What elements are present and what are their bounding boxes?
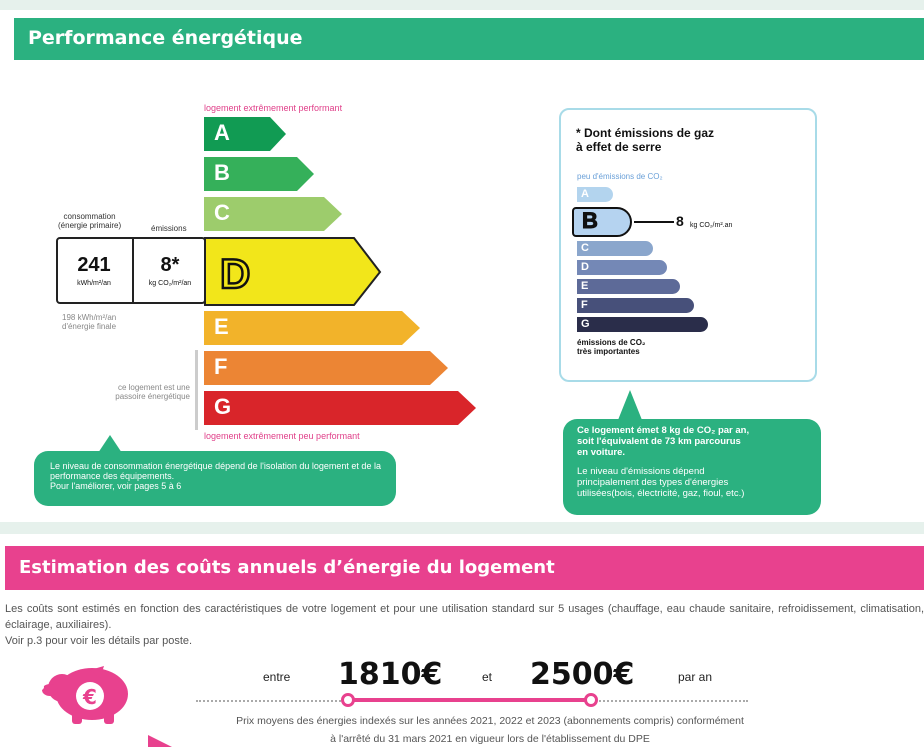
emissions-label: émissions [151, 224, 187, 233]
cost-range-track [348, 698, 594, 702]
passoire-bracket [195, 350, 198, 430]
ges-letter-e: E [581, 280, 589, 292]
dpe-letter-b: B [214, 160, 230, 185]
bubble2-pointer [618, 390, 642, 420]
ges-bar-g [577, 317, 708, 332]
dpe-bar-f [204, 351, 450, 392]
and-label: et [482, 670, 493, 684]
svg-text:€: € [83, 685, 97, 709]
ges-letter-g: G [581, 318, 590, 330]
ges-letter-f: F [581, 299, 588, 311]
per-year-label: par an [678, 670, 713, 684]
dpe-letter-e: E [214, 314, 229, 339]
dpe-bar-g [204, 391, 478, 432]
dpe-bar-c [204, 197, 344, 238]
ges-bar-e [577, 279, 680, 294]
dpe-letter-f: F [214, 354, 228, 379]
cost-section-header [5, 546, 924, 590]
dpe-bar-b [204, 157, 316, 198]
dpe-bar-g-shape [204, 391, 478, 427]
consumption-label: consommation (énergie primaire) [58, 212, 122, 230]
min-cost-dot [341, 693, 355, 707]
consumption-unit: kWh/m²/an [77, 280, 111, 287]
final-energy-note: 198 kWh/m²/an d'énergie finale [62, 313, 117, 331]
ges-bar-b-current [572, 207, 632, 237]
emissions-unit: kg CO₂/m²/an [148, 280, 192, 287]
dpe-bar-e [204, 311, 422, 352]
cost-description-line1: Les coûts sont estimés en fonction des caractéristiques de votre logement et pour une utilisation standard sur 5 usages (chauffage, eau chaude sanitaire, refroidissement, climatisation, éclairage, auxiliaires). [5, 603, 924, 631]
cost-section-title: Estimation des coûts annuels d’énergie du logement [19, 557, 555, 578]
max-cost: 2500€ [530, 657, 635, 692]
ges-pointer-line [634, 221, 674, 223]
ges-bottom-label: émissions de CO₂ très importantes [577, 338, 646, 356]
dpe-current-letter: D [220, 250, 251, 297]
dpe-bar-d-current [204, 237, 382, 312]
ges-letter-c: C [581, 242, 589, 254]
piggy-bank-euro-icon [36, 660, 132, 730]
ges-value: 8 [676, 213, 684, 229]
ges-unit: kg CO₂/m².an [690, 222, 733, 229]
min-cost: 1810€ [338, 657, 443, 692]
ges-current-letter: B [582, 208, 598, 233]
ges-letter-a: A [581, 188, 589, 200]
ges-letter-d: D [581, 261, 589, 273]
passoire-note: ce logement est une passoire énergétique [115, 383, 190, 401]
emissions-value: 8* [160, 254, 180, 276]
energy-section-title: Performance énergétique [28, 27, 303, 49]
ges-top-label: peu d'émissions de CO₂ [577, 172, 663, 181]
ges-bar-c [577, 241, 653, 256]
dpe-bar-d-shape [204, 237, 382, 307]
cost-description [5, 601, 924, 649]
ges-bar-a [577, 187, 613, 202]
dpe-bottom-label: logement extrêmement peu performant [204, 431, 360, 441]
ges-info-text: Le niveau d'émissions dépend principalement des types d'énergies utilisées(bois, électricité, gaz, fioul, etc.) [577, 466, 745, 499]
between-label: entre [263, 670, 291, 684]
dpe-bar-e-shape [204, 311, 422, 347]
dpe-bar-f-shape [204, 351, 450, 387]
price-note: Prix moyens des énergies indexés sur les années 2021, 2022 et 2023 (abonnements compris) conformément à l'arrêté du 31 mars 2021 en vigueur lors de l'établissement du DPE [236, 715, 744, 745]
cost-description-line2: Voir p.3 pour voir les détails par poste. [5, 635, 193, 647]
dpe-top-label: logement extrêmement performant [204, 103, 343, 113]
dpe-bar-a [204, 117, 288, 158]
energy-section-header [14, 18, 924, 60]
ges-info-bold: Ce logement émet 8 kg de CO₂ par an, soit l'équivalent de 73 km parcourus en voiture. [577, 425, 750, 458]
ges-bar-f [577, 298, 694, 313]
ges-bar-d [577, 260, 667, 275]
dpe-letter-c: C [214, 200, 230, 225]
pink-marker-shape [148, 735, 172, 747]
max-cost-dot [584, 693, 598, 707]
ges-title: * Dont émissions de gaz à effet de serre [576, 126, 715, 154]
dpe-letter-g: G [214, 394, 232, 419]
consumption-info-text: Le niveau de consommation énergétique dépend de l'isolation du logement et de la performance des équipements. Pour l'améliorer, voir pages 5 à 6 [50, 461, 381, 491]
dpe-letter-a: A [214, 120, 230, 145]
consumption-value: 241 [77, 254, 111, 276]
